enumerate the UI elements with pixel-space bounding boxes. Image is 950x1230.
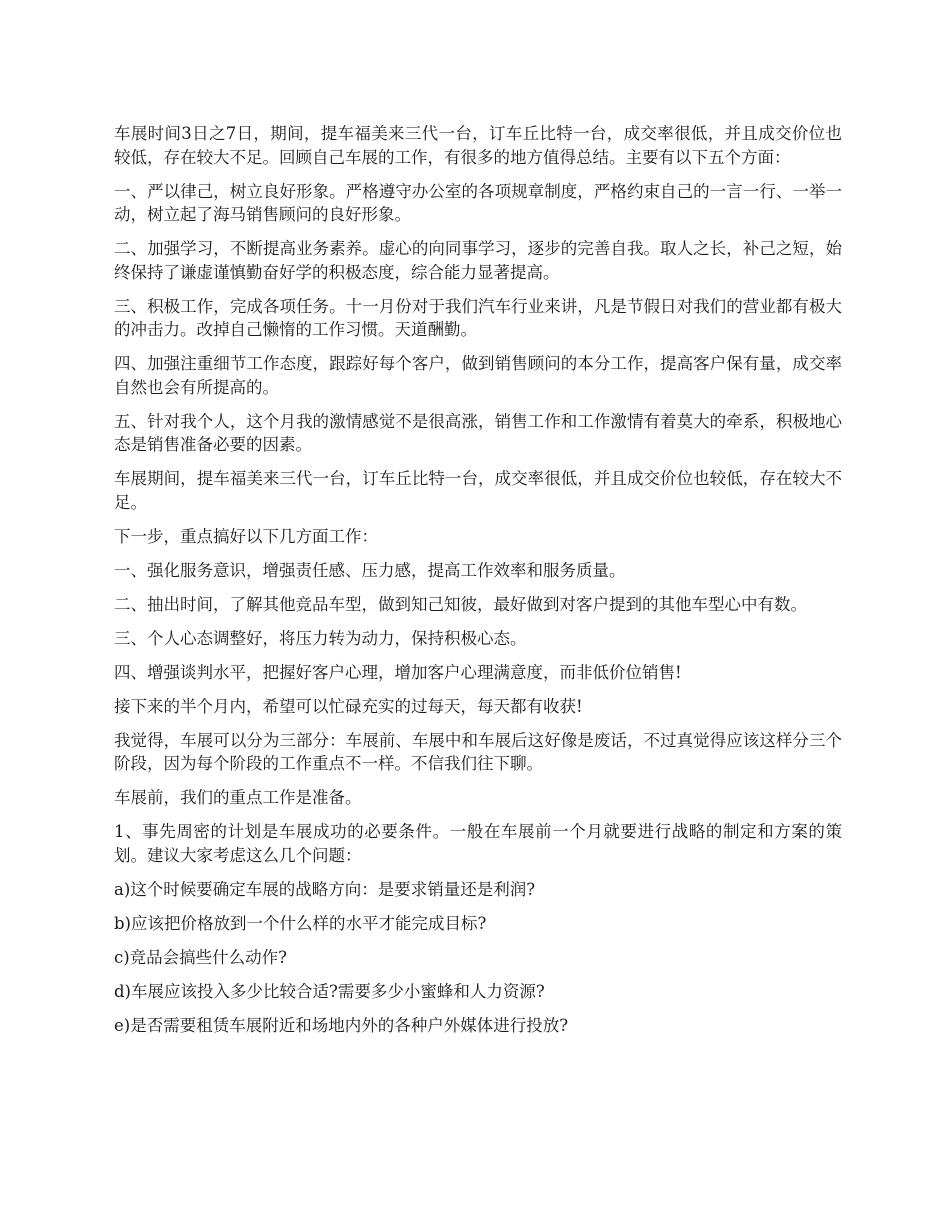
paragraph: 车展期间，提车福美来三代一台，订车丘比特一台，成交率很低，并且成交价位也较低，存在较大不足。	[114, 469, 842, 512]
paragraph: 车展前，我们的重点工作是准备。	[114, 788, 362, 807]
paragraph: 接下来的半个月内，希望可以忙碌充实的过每天，每天都有收获!	[114, 696, 583, 716]
paragraph: 三、积极工作，完成各项任务。十一月份对于我们汽车行业来讲，凡是节假日对我们的营业都有极大的冲击力。改掉自己懒惰的工作习惯。天道酬勤。	[114, 296, 842, 339]
paragraph: 二、加强学习，不断提高业务素养。虚心的向同事学习，逐步的完善自我。取人之长，补己之短，始终保持了谦虚谨慎勤奋好学的积极态度，综合能力显著提高。	[114, 239, 842, 282]
paragraph: 一、严以律己，树立良好形象。严格遵守办公室的各项规章制度，严格约束自己的一言一行、一举一动，树立起了海马销售顾问的良好形象。	[114, 181, 842, 224]
paragraph: 1、事先周密的计划是车展成功的必要条件。一般在车展前一个月就要进行战略的制定和方案的策划。建议大家考虑这么几个问题：	[114, 822, 842, 865]
paragraph: e)是否需要租赁车展附近和场地内外的各种户外媒体进行投放?	[114, 1015, 569, 1035]
paragraph: 五、针对我个人，这个月我的激情感觉不是很高涨，销售工作和工作激情有着莫大的牵系，积极地心态是销售准备必要的因素。	[114, 411, 842, 454]
paragraph: c)竞品会搞些什么动作?	[114, 947, 288, 967]
paragraph: 四、增强谈判水平，把握好客户心理，增加客户心理满意度，而非低价位销售!	[114, 662, 682, 682]
paragraph: d)车展应该投入多少比较合适?需要多少小蜜蜂和人力资源?	[114, 981, 545, 1001]
paragraph: 三、个人心态调整好，将压力转为动力，保持积极心态。	[114, 628, 527, 648]
paragraph: a)这个时候要确定车展的战略方向：是要求销量还是利润?	[114, 879, 536, 899]
paragraph: 四、加强注重细节工作态度，跟踪好每个客户，做到销售顾问的本分工作，提高客户保有量，成交率自然也会有所提高的。	[114, 354, 842, 397]
paragraph: 下一步，重点搞好以下几方面工作：	[114, 526, 378, 546]
paragraph: 一、强化服务意识，增强责任感、压力感，提高工作效率和服务质量。	[114, 560, 626, 580]
paragraph: 二、抽出时间，了解其他竞品车型，做到知己知彼，最好做到对客户提到的其他车型心中有数。	[114, 594, 807, 614]
paragraph: 我觉得，车展可以分为三部分：车展前、车展中和车展后这好像是废话，不过真觉得应该这样分三个阶段，因为每个阶段的工作重点不一样。不信我们往下聊。	[114, 730, 842, 773]
paragraph: b)应该把价格放到一个什么样的水平才能完成目标?	[114, 913, 487, 933]
document-page	[114, 122, 842, 1048]
paragraph: 车展时间3日之7日，期间，提车福美来三代一台，订车丘比特一台，成交率很低，并且成交价位也较低，存在较大不足。回顾自己车展的工作，有很多的地方值得总结。主要有以下五个方面：	[114, 124, 842, 167]
